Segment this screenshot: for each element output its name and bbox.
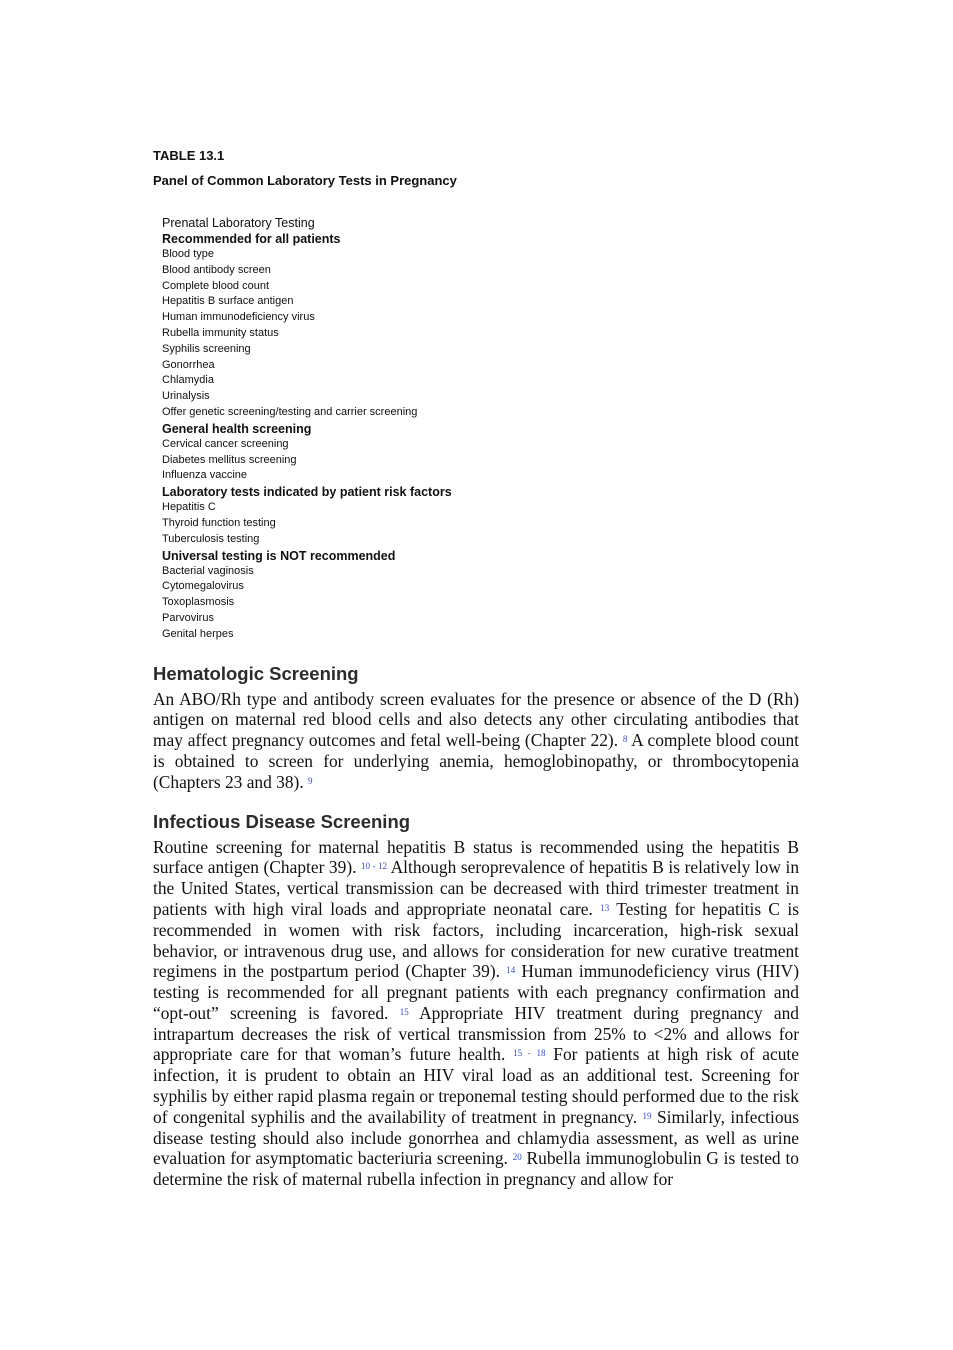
table-row: Offer genetic screening/testing and carrier screening	[162, 405, 418, 418]
reference-link[interactable]: 15 - 18	[513, 1048, 546, 1059]
table-row: Complete blood count	[162, 279, 270, 292]
reference-link[interactable]: 10 - 12	[361, 861, 387, 872]
page-content	[153, 148, 799, 1190]
reference-link[interactable]: 20	[512, 1152, 522, 1163]
table-row: Diabetes mellitus screening	[162, 453, 297, 466]
lab-tests-table	[162, 215, 799, 643]
reference-link[interactable]: 8	[622, 734, 628, 745]
table-caption: Panel of Common Laboratory Tests in Pregnancy	[153, 173, 457, 188]
paragraph-text: Although seroprevalence of hepatitis B is relatively low in the United States, vertical transmission can be decreased with third trimester treatment in patients with high viral loads and appropriate neonatal care.	[153, 857, 800, 919]
table-section-heading: Recommended for all patients	[162, 232, 341, 246]
table-row: Influenza vaccine	[162, 469, 247, 482]
table-row: Hepatitis C	[162, 501, 216, 514]
table-row: Gonorrhea	[162, 358, 215, 371]
paragraph-text: An ABO/Rh type and antibody screen evaluates for the presence or absence of the D (Rh) antigen on maternal red blood cells and also detects any other circulating antibodies that may affect pregnancy outcomes and fetal well-being (Chapter 22).	[153, 688, 799, 751]
table-row: Human immunodeficiency virus	[162, 311, 315, 324]
hematologic-paragraph	[153, 689, 799, 793]
table-row: Tuberculosis testing	[162, 532, 260, 545]
paragraph-text: Routine screening for maternal hepatitis B status is recommended using the hepatitis B surface antigen (Chapter 39).	[153, 836, 799, 878]
paragraph-text: Human immunodeficiency virus (HIV) testing is recommended for all pregnant patients with each pregnancy confirmation and “opt-out” screening is favored.	[153, 961, 799, 1023]
paragraph-text: Similarly, infectious disease testing should also include gonorrhea and chlamydia assessment, as well as urine evaluation for asymptomatic bacteriuria screening.	[153, 1106, 799, 1169]
table-row: Toxoplasmosis	[162, 596, 235, 609]
infectious-paragraph	[153, 837, 799, 1191]
table-row: Cytomegalovirus	[162, 580, 244, 593]
table-row: Parvovirus	[162, 611, 214, 624]
reference-link[interactable]: 19	[642, 1110, 652, 1121]
paragraph-text: For patients at high risk of acute infection, it is prudent to obtain an HIV viral load as an additional test. Screening for syphilis by either rapid plasma regain or treponemal testing should performed due to the risk of congenital syphilis and the availability of treatment in pregnancy.	[153, 1044, 799, 1127]
table-row: Cervical cancer screening	[162, 437, 289, 450]
paragraph-text: Rubella immunoglobulin G is tested to determine the risk of maternal rubella infection in pregnancy and allow for	[153, 1148, 799, 1190]
table-section-heading: Laboratory tests indicated by patient risk factors	[162, 485, 452, 500]
table-row: Thyroid function testing	[162, 516, 276, 529]
table-row: Chlamydia	[162, 374, 214, 387]
table-row: Genital herpes	[162, 627, 234, 640]
reference-link[interactable]: 13	[600, 902, 610, 913]
table-row: Bacterial vaginosis	[162, 564, 254, 577]
table-row: Urinalysis	[162, 390, 210, 403]
section-title-hematologic: Hematologic Screening	[153, 662, 359, 684]
section-title-infectious: Infectious Disease Screening	[153, 810, 411, 832]
paragraph-text: A complete blood count is obtained to screen for underlying anemia, hemoglobinopathy, or thrombocytopenia (Chapters 23 and 38).	[153, 730, 799, 792]
reference-link[interactable]: 15	[399, 1006, 409, 1017]
paragraph-text: Appropriate HIV treatment during pregnancy and intrapartum decreases the risk of vertical transmission from 25% to <2% and allows for appropriate care for that woman’s future health.	[153, 1002, 799, 1065]
reference-link[interactable]: 9	[308, 775, 313, 786]
table-header: Prenatal Laboratory Testing	[162, 216, 315, 230]
table-row: Rubella immunity status	[162, 326, 279, 339]
table-row: Syphilis screening	[162, 342, 251, 355]
table-row: Blood type	[162, 248, 214, 260]
reference-link[interactable]: 14	[506, 965, 516, 976]
table-label: TABLE 13.1	[153, 148, 225, 163]
table-row: Hepatitis B surface antigen	[162, 295, 294, 308]
table-section-heading: Universal testing is NOT recommended	[162, 548, 396, 563]
table-section-heading: General health screening	[162, 421, 312, 436]
table-row: Blood antibody screen	[162, 263, 271, 276]
paragraph-text: Testing for hepatitis C is recommended in women with risk factors, including incarceration, high-risk sexual behavior, or intravenous drug use, and allows for consideration for new curative treatment regimens in the postpartum period (Chapter 39).	[153, 898, 799, 982]
